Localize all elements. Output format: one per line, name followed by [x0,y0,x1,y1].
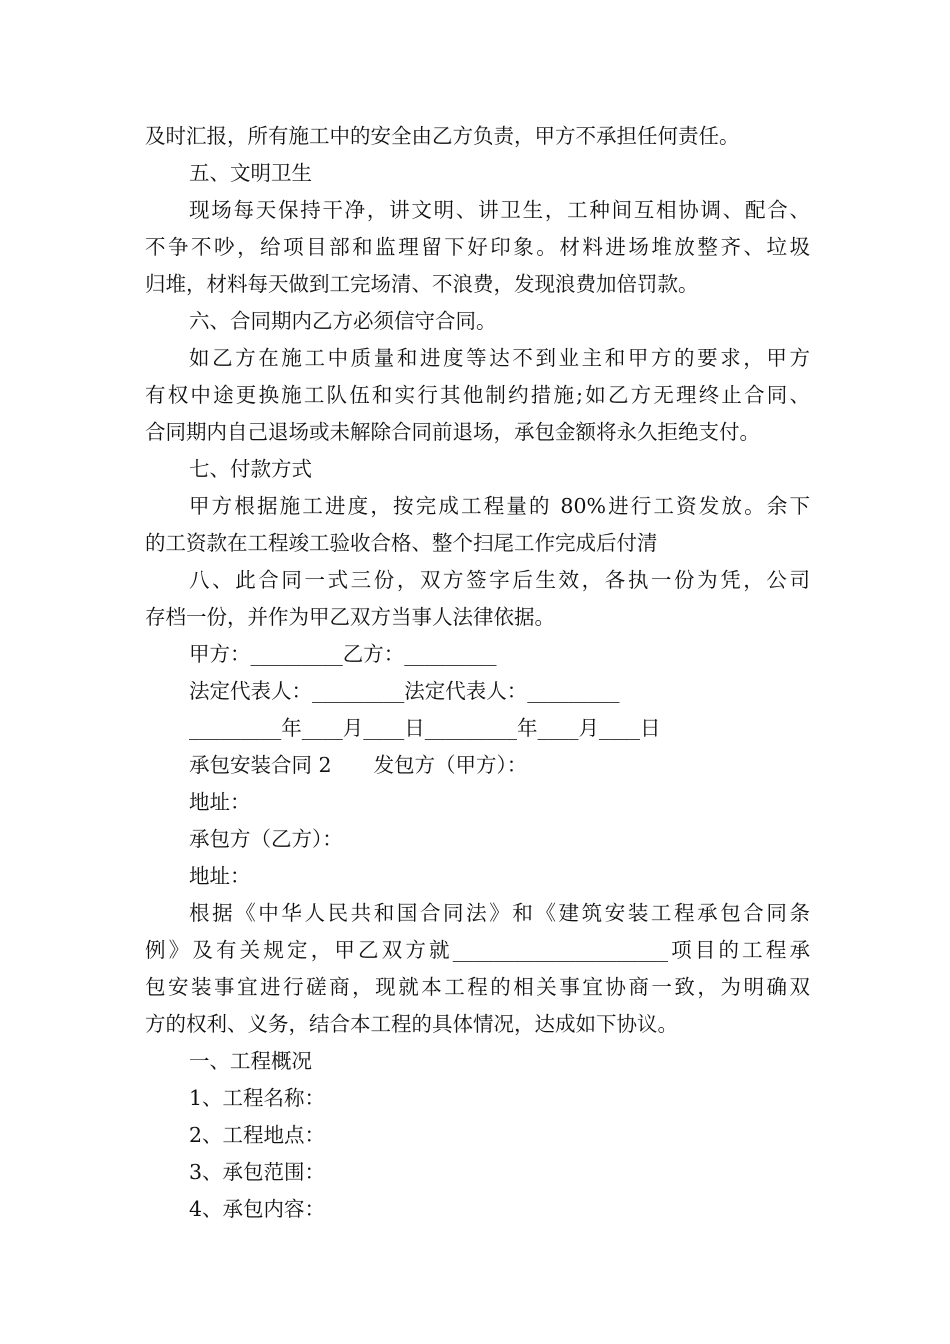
document-body [145,118,810,1228]
contract-title-line [145,747,810,784]
paragraph-line: 不争不吵，给项目部和监理留下好印象。材料进场堆放整齐、垃圾 [145,235,810,259]
paragraph-line: 有权中途更换施工队伍和实行其他制约措施;如乙方无理终止合同、 [145,383,810,407]
section-heading: 一、工程概况 [189,1049,312,1073]
paragraph-line: 方的权利、义务，结合本工程的具体情况，达成如下协议。 [145,1012,678,1036]
section-heading: 五、文明卫生 [189,161,312,185]
paragraph-line: 归堆，材料每天做到工完场清、不浪费，发现浪费加倍罚款。 [145,272,699,296]
list-item: 2、工程地点： [189,1123,326,1147]
employer-label: 发包方（甲方）： [373,753,528,777]
signature-parties-line: 甲方：_________乙方：_________ [189,642,497,666]
contractor-label: 承包方（乙方）： [189,827,343,851]
paragraph-line: 及时汇报，所有施工中的安全由乙方负责，甲方不承担任何责任。 [145,124,740,148]
address-label: 地址： [189,864,251,888]
list-item: 4、承包内容： [189,1197,326,1221]
paragraph-line: 现场每天保持干净，讲文明、讲卫生，工种间互相协调、配合、 [189,198,810,222]
list-item: 1、工程名称： [189,1086,326,1110]
signature-date-line: _________年____月____日_________年____月____日 [189,716,661,740]
paragraph-line: 例》及有关规定，甲乙双方就_____________________项目的工程承 [145,938,810,962]
paragraph-line: 根据《中华人民共和国合同法》和《建筑安装工程承包合同条 [189,901,810,925]
section-heading: 七、付款方式 [189,457,312,481]
list-item: 3、承包范围： [189,1160,326,1184]
contract-title: 承包安装合同 2 [189,753,332,777]
paragraph-line: 合同期内自己退场或未解除合同前退场，承包金额将永久拒绝支付。 [145,420,760,444]
legal-representative-line: 法定代表人：_________法定代表人：_________ [189,679,620,703]
paragraph-line: 甲方根据施工进度，按完成工程量的 80%进行工资发放。余下 [189,494,810,518]
paragraph-line: 八、此合同一式三份，双方签字后生效，各执一份为凭，公司 [189,568,810,592]
paragraph-line: 如乙方在施工中质量和进度等达不到业主和甲方的要求，甲方 [189,346,810,370]
address-label: 地址： [189,790,251,814]
paragraph-line: 存档一份，并作为甲乙双方当事人法律依据。 [145,605,555,629]
paragraph-line: 的工资款在工程竣工验收合格、整个扫尾工作完成后付清 [145,531,658,555]
paragraph-line: 包安装事宜进行磋商，现就本工程的相关事宜协商一致，为明确双 [145,975,810,999]
section-heading: 六、合同期内乙方必须信守合同。 [189,309,497,333]
